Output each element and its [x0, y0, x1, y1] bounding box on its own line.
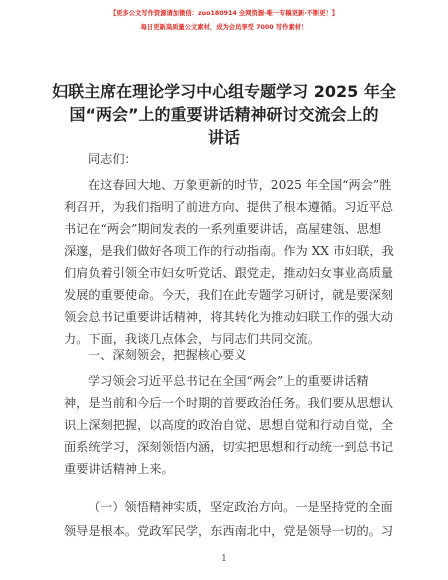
paragraph-line: 领会总书记重要讲话精神，将其转化为推动妇联工作的强大动 [64, 310, 394, 324]
document-title-line1: 妇联主席在理论学习中心组专题学习 2025 年全 [52, 82, 396, 101]
paragraph-line: 神，是当前和今后一个时期的首要政治任务。我们要从思想认 [64, 396, 394, 410]
paragraph-line: 深邃，是我们做好各项工作的行动指南。作为 XX 市妇联，我 [64, 244, 394, 258]
paragraph-line: 们肩负着引领全市妇女听党话、跟党走，推动妇女事业高质量 [64, 266, 394, 280]
promo-banner-line1: 【更多公文写作资源请加微信：zuo180914 全网资源·唯一专稿更新·不断更！】 [109, 10, 339, 17]
paragraph-line: 在这春回大地、万象更新的时节，2025 年全国“两会”胜 [88, 178, 392, 192]
paragraph-line: 面系统学习，深刻领悟内涵，切实把思想和行动统一到总书记 [64, 440, 394, 454]
paragraph-line: 书记在“两会”期间发表的一系列重要讲话，高屋建瓴、思想 [64, 222, 382, 236]
paragraph-line: 利召开，为我们指明了前进方向、提供了根本遵循。习近平总 [64, 200, 394, 214]
paragraph-line: （一）领悟精神实质，坚定政治方向。一是坚持党的全面 [88, 500, 393, 514]
document-title-line2: 国“两会”上的重要讲话精神研讨交流会上的 [69, 105, 379, 124]
paragraph-line: 学习领会习近平总书记在全国“两会”上的重要讲话精 [88, 374, 369, 388]
document-title-line3: 讲话 [207, 128, 240, 147]
salutation: 同志们： [88, 152, 137, 166]
section-heading-1: 一、深刻领会，把握核心要义 [88, 348, 247, 362]
paragraph-line: 力。下面，我谈几点体会，与同志们共同交流。 [64, 332, 320, 346]
promo-banner-line2: 每日更新高质量公文素材，成为会员享受 7000 写作素材！ [140, 24, 308, 31]
paragraph-line: 识上深刻把握，以高度的政治自觉、思想自觉和行动自觉，全 [64, 418, 394, 432]
paragraph-line: 重要讲话精神上来。 [64, 462, 174, 476]
page-number: 1 [221, 554, 227, 564]
paragraph-line: 领导是根本。党政军民学，东西南北中，党是领导一切的。习 [64, 524, 394, 538]
paragraph-line: 发展的重要使命。今天，我们在此专题学习研讨，就是要深刻 [64, 288, 394, 302]
